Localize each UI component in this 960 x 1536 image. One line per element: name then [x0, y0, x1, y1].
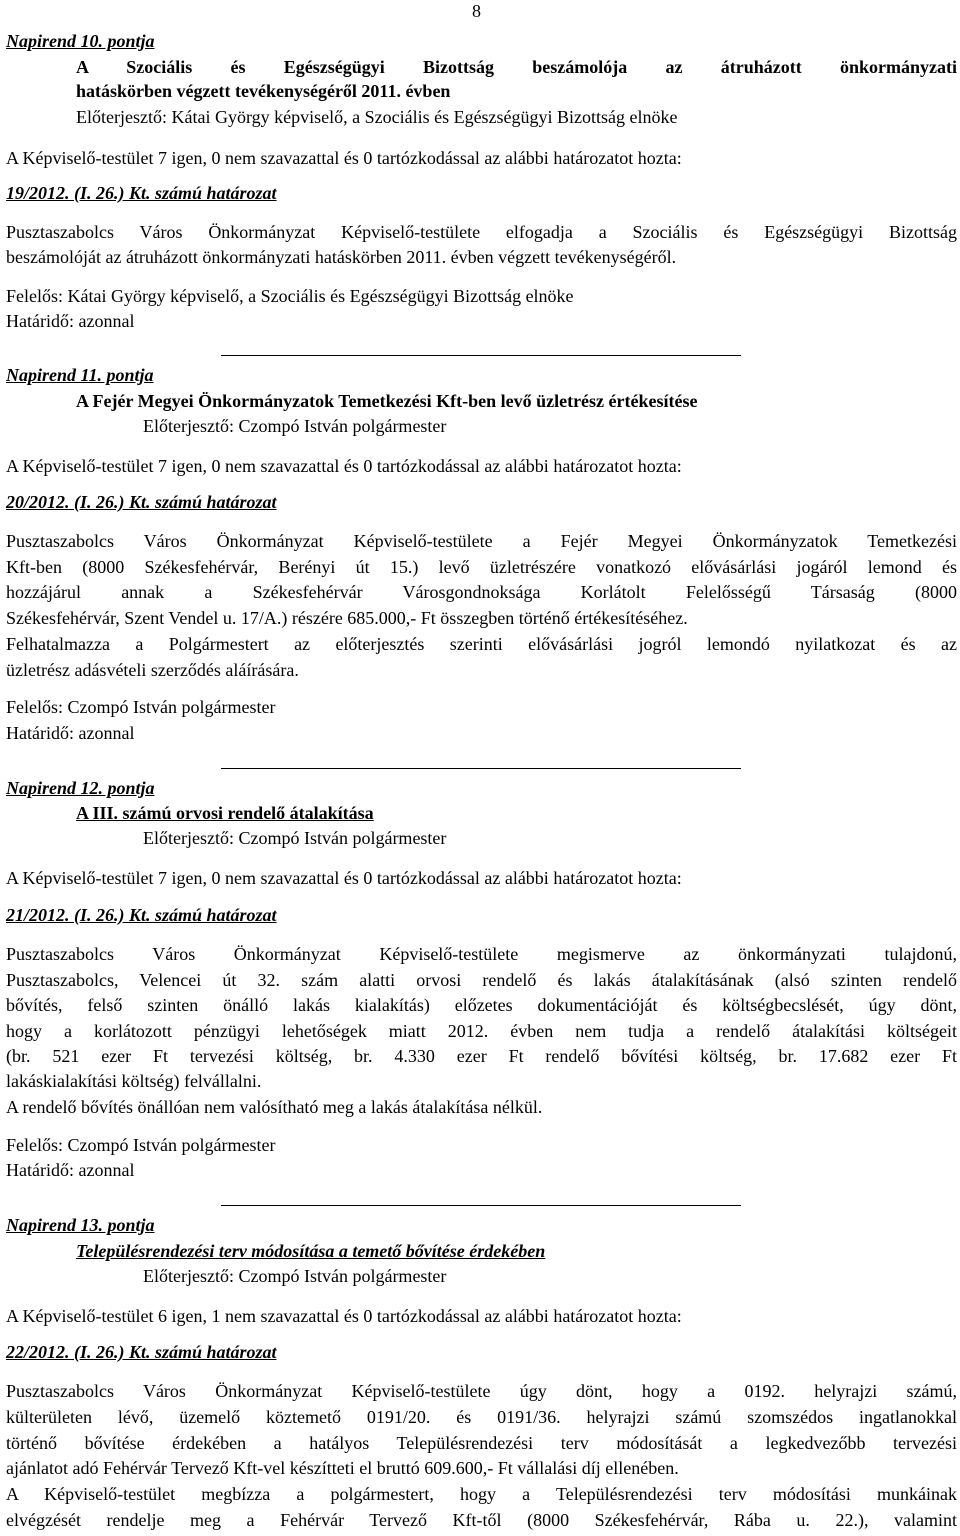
- section-divider: [221, 1205, 741, 1206]
- resolution-text-line: A rendelő bővítés önállóan nem valósítható meg a lakás átalakítása nélkül.: [6, 1097, 543, 1117]
- resolution-text-line: Székesfehérvár, Szent Vendel u. 17/A.) részére 685.000,- Ft összegben történő értékesítéséhez.: [6, 608, 688, 628]
- deadline-line: Határidő: azonnal: [6, 723, 135, 743]
- resolution-text-line: A Képviselő-testület megbízza a polgármestert, hogy a Településrendezési terv módosítási munkáinak: [6, 1484, 957, 1504]
- resolution-text-line: elvégzését rendelje meg a Fehérvár Tervező Kft-től (8000 Székesfehérvár, Rába u. 22.), valamint: [6, 1510, 957, 1530]
- resolution-text-line: Pusztaszabolcs Város Önkormányzat Képviselő-testülete elfogadja a Szociális és Egészségügyi Bizottság: [6, 222, 957, 242]
- resolution-text-line: külterületen lévő, üzemelő köztemető 0191/20. és 0191/36. helyrajzi számú szomszédos ingatlanokkal: [6, 1407, 957, 1427]
- agenda-item-heading: Napirend 12. pontja: [6, 778, 155, 798]
- agenda-title: A III. számú orvosi rendelő átalakítása: [76, 803, 374, 823]
- deadline-line: Határidő: azonnal: [6, 311, 135, 331]
- vote-line: A Képviselő-testület 7 igen, 0 nem szavazattal és 0 tartózkodással az alábbi határozatot hozta:: [6, 456, 682, 476]
- resolution-text-line: Pusztaszabolcs Város Önkormányzat Képviselő-testülete megismerve az önkormányzati tulajdonú,: [6, 944, 957, 964]
- page-number: 8: [472, 1, 481, 21]
- agenda-title: hatáskörben végzett tevékenységéről 2011. évben: [76, 81, 451, 101]
- presenter-line: Előterjesztő: Czompó István polgármester: [143, 828, 447, 848]
- resolution-text-line: beszámolóját az átruházott önkormányzati hatáskörben 2011. évben végzett tevékenységéről.: [6, 247, 677, 267]
- presenter-line: Előterjesztő: Czompó István polgármester: [143, 416, 447, 436]
- vote-line: A Képviselő-testület 6 igen, 1 nem szavazattal és 0 tartózkodással az alábbi határozatot hozta:: [6, 1306, 682, 1326]
- resolution-text-line: ajánlatot adó Fehérvár Tervező Kft-vel készítteti el bruttó 609.600,- Ft vállalási díj ellenében.: [6, 1458, 679, 1478]
- agenda-item-heading: Napirend 11. pontja: [6, 365, 154, 385]
- agenda-title: Településrendezési terv módosítása a temető bővítése érdekében: [76, 1241, 546, 1261]
- agenda-title: A Fejér Megyei Önkormányzatok Temetkezési Kft-ben levő üzletrész értékesítése: [76, 391, 698, 411]
- agenda-item-heading: Napirend 10. pontja: [6, 31, 155, 51]
- resolution-text-line: Kft-ben (8000 Székesfehérvár, Berényi út 15.) levő üzletrészére vonatkozó elővásárlási jogáról lemond és: [6, 557, 957, 577]
- section-divider: [221, 768, 741, 769]
- resolution-text-line: lakáskialakítási költség) felvállalni.: [6, 1071, 262, 1091]
- resolution-number: 22/2012. (I. 26.) Kt. számú határozat: [6, 1342, 277, 1362]
- resolution-number: 20/2012. (I. 26.) Kt. számú határozat: [6, 492, 277, 512]
- resolution-text-line: hogy a korlátozott pénzügyi lehetőségek miatt 2012. évben nem tudja a rendelő átalakítási költségeit: [6, 1021, 957, 1041]
- resolution-text-line: hozzájárul annak a Székesfehérvár Városgondnoksága Korlátolt Felelősségű Társaság (8000: [6, 582, 957, 602]
- vote-line: A Képviselő-testület 7 igen, 0 nem szavazattal és 0 tartózkodással az alábbi határozatot hozta:: [6, 148, 682, 168]
- resolution-number: 19/2012. (I. 26.) Kt. számú határozat: [6, 183, 277, 203]
- resolution-text-line: bővítés, felső szinten önálló lakás kialakítás) előzetes dokumentációját és költségbecslését, úgy dönt,: [6, 995, 957, 1015]
- presenter-line: Előterjesztő: Kátai György képviselő, a Szociális és Egészségügyi Bizottság elnöke: [76, 107, 678, 127]
- resolution-text-line: üzletrész adásvételi szerződés aláírására.: [6, 660, 299, 680]
- resolution-text-line: (br. 521 ezer Ft tervezési költség, br. 4.330 ezer Ft rendelő bővítési költség, br. 17.682 ezer Ft: [6, 1046, 957, 1066]
- deadline-line: Határidő: azonnal: [6, 1160, 135, 1180]
- resolution-number: 21/2012. (I. 26.) Kt. számú határozat: [6, 905, 277, 925]
- resolution-text-line: Pusztaszabolcs, Velencei út 32. szám alatti orvosi rendelő és lakás átalakításának (alsó szinten rendelő: [6, 970, 957, 990]
- resolution-text-line: Pusztaszabolcs Város Önkormányzat Képviselő-testülete a Fejér Megyei Önkormányzatok Temetkezési: [6, 531, 957, 551]
- agenda-item-heading: Napirend 13. pontja: [6, 1215, 155, 1235]
- responsible-line: Felelős: Kátai György képviselő, a Szociális és Egészségügyi Bizottság elnöke: [6, 286, 574, 306]
- vote-line: A Képviselő-testület 7 igen, 0 nem szavazattal és 0 tartózkodással az alábbi határozatot hozta:: [6, 868, 682, 888]
- document-page: [6, 0, 958, 1536]
- resolution-text-line: Felhatalmazza a Polgármestert az előterjesztés szerinti elővásárlási jogról lemondó nyilatkozat és az: [6, 634, 957, 654]
- resolution-text-line: történő bővítése érdekében a hatályos Településrendezési terv módosítását a legkedvezőbb tervezési: [6, 1433, 957, 1453]
- presenter-line: Előterjesztő: Czompó István polgármester: [143, 1266, 447, 1286]
- responsible-line: Felelős: Czompó István polgármester: [6, 1135, 276, 1155]
- responsible-line: Felelős: Czompó István polgármester: [6, 697, 276, 717]
- agenda-title: A Szociális és Egészségügyi Bizottság beszámolója az átruházott önkormányzati: [76, 57, 957, 77]
- section-divider: [221, 355, 741, 356]
- resolution-text-line: Pusztaszabolcs Város Önkormányzat Képviselő-testülete úgy dönt, hogy a 0192. helyrajzi számú,: [6, 1381, 957, 1401]
